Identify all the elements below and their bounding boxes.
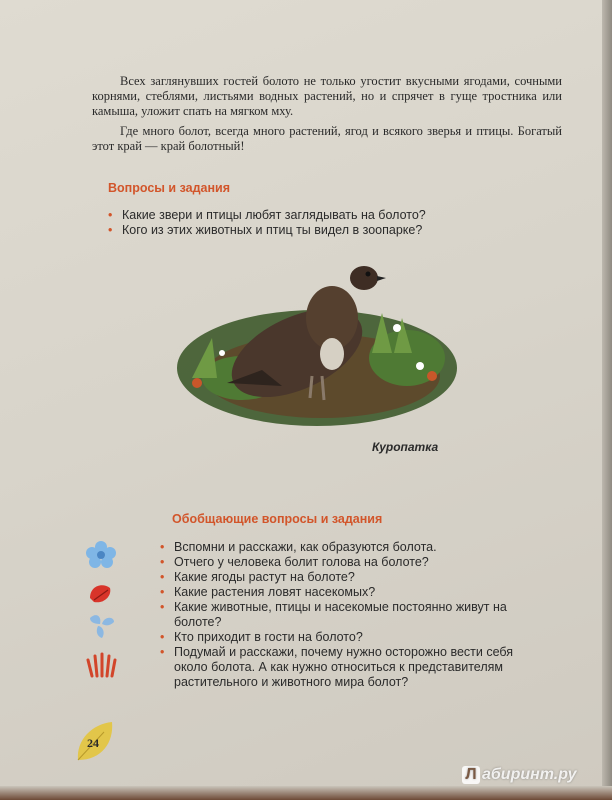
- red-leaf-icon: [84, 578, 118, 608]
- summary-questions-list: [160, 540, 550, 690]
- section-heading-summary: Обобщающие вопросы и задания: [172, 512, 383, 526]
- list-item: • Какие звери и птицы любят заглядывать на болото?: [108, 208, 548, 223]
- page-bottom-edge: [0, 786, 612, 800]
- watermark-text: абиринт.ру: [482, 766, 577, 783]
- list-item: • Вспомни и расскажи, как образуются болота.: [160, 540, 550, 555]
- paragraph-2: Где много болот, всегда много растений, ягод и всякого зверья и птицы. Богатый этот край — край болотный!: [92, 124, 562, 153]
- red-fern-icon: [84, 650, 118, 680]
- list-item: • Отчего у человека болит голова на болоте?: [160, 555, 550, 570]
- paragraph-1: Всех заглянувших гостей болото не только угостит вкусными ягодами, сочными корнями, стеблями, листьями водных растений, но и спрячет в гуще тростника или камыша, уложит спать на мягком мху.: [92, 74, 562, 118]
- page-edge: [602, 0, 612, 800]
- list-item: • Какие растения ловят насекомых?: [160, 585, 550, 600]
- list-item: • Какие животные, птицы и насекомые постоянно живут на болоте?: [160, 600, 550, 630]
- page-number: 24: [87, 736, 99, 750]
- watermark-box: Л: [462, 766, 480, 784]
- list-item: • Кто приходит в гости на болото?: [160, 630, 550, 645]
- illustration-caption: Куропатка: [372, 440, 439, 454]
- section-heading-questions: Вопросы и задания: [108, 181, 230, 195]
- list-item: • Кого из этих животных и птиц ты видел в зоопарке?: [108, 223, 548, 238]
- watermark-logo: [462, 766, 577, 784]
- blue-leaf-icon: [84, 610, 118, 640]
- blue-flower-icon: [84, 540, 118, 570]
- partridge-illustration: [172, 258, 462, 446]
- list-item: • Какие ягоды растут на болоте?: [160, 570, 550, 585]
- list-item: • Подумай и расскажи, почему нужно осторожно вести себя около болота. А как нужно относиться к представителям растительного и животного мира болот?: [160, 645, 550, 690]
- questions-list: [108, 208, 548, 238]
